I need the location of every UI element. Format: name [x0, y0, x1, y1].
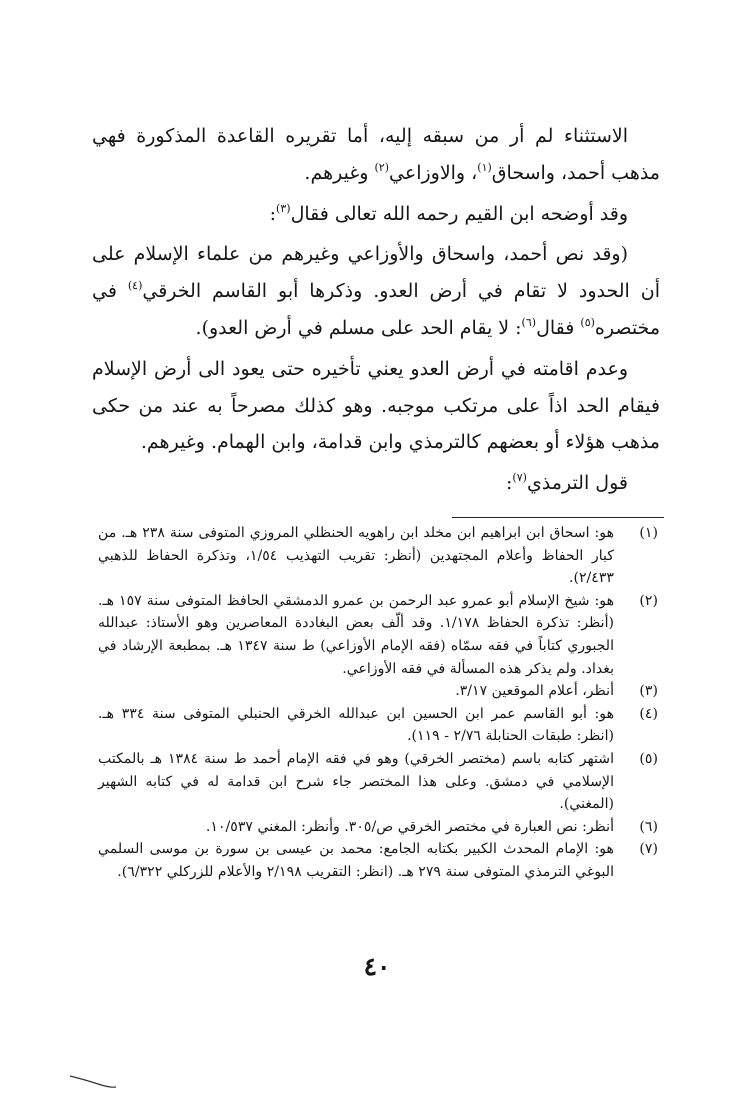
scan-mark — [68, 1070, 118, 1090]
footnote-item — [98, 816, 658, 839]
footnote-number: (٣) — [639, 683, 658, 700]
footnote-reference: (٤) — [127, 279, 143, 293]
text-run: : — [269, 202, 277, 225]
body-paragraph — [92, 236, 660, 346]
text-run: (وقد نص أحمد، واسحاق والأوزاعي وغيرهم من علماء الإسلام على أن الحدود لا تقام في أرض العدو. وذكرها أبو القاسم الخرقي — [92, 243, 660, 303]
footnote-reference: (٥) — [580, 315, 595, 329]
footnote-item — [98, 590, 658, 680]
footnote-text: هو: أبو القاسم عمر ابن الحسين ابن عبدالله الخرقي الحنبلي المتوفى سنة ٣٣٤ هـ. (انظر: طبقات الحنابلة ٢/٧٦ - ١١٩). — [98, 705, 614, 745]
footnote-item — [98, 838, 658, 883]
page-number: ٤٠ — [363, 952, 391, 981]
footnote-item — [98, 680, 658, 703]
footnote-number: (٧) — [639, 841, 658, 858]
footnote-text: هو: الإمام المحدث الكبير بكتابه الجامع: محمد بن عيسى بن سورة بن موسى السلمي البوغي الترمذي المتوفى سنة ٢٧٩ هـ. (انظر: التقريب ٢/١٩٨ والأعلام للزركلي ٦/٣٢٢). — [98, 841, 614, 880]
main-text — [92, 118, 660, 502]
footnote-reference: (٢) — [374, 160, 390, 174]
text-run: في مختصره — [92, 280, 660, 339]
footnote-reference: (٣) — [276, 201, 291, 215]
footnote-reference: (٦) — [521, 315, 537, 329]
body-paragraph — [92, 196, 660, 233]
text-run: ، والاوزاعي — [389, 161, 478, 184]
text-run: وقد أوضحه ابن القيم رحمه الله تعالى فقال — [290, 202, 628, 225]
footnote-item — [98, 522, 658, 590]
footnote-text: اشتهر كتابه باسم (مختصر الخرقي) وهو في فقه الإمام أحمد ط سنة ١٣٨٤ هـ بالمكتب الإسلامي في دمشق. وعلى هذا المختصر جاء شرح ابن قدامة له في كتابه الشهير (المغني). — [98, 750, 614, 813]
text-run: : لا يقام الحد على مسلم في أرض العدو). — [195, 316, 522, 339]
text-run: وغيرهم. — [304, 161, 375, 184]
body-paragraph — [92, 465, 660, 502]
footnote-text: هو: شيخ الإسلام أبو عمرو عبد الرحمن بن عمرو الدمشقي الحافظ المتوفى سنة ١٥٧ هـ. (أنظر: تذكرة الحفاظ ١/١٧٨. وقد ألّف بعض البغاددة المعاصرين وهو الأستاذ: عبدالله الجبوري كتاباً في فقه سمّاه (فقه الإمام الأوزاعي) ط سنة ١٣٤٧ هـ. بمطبعة الإرشاد في بغداد. ولم يذكر هذه المسألة في فقه الأوزاعي. — [98, 592, 615, 677]
footnote-number: (٦) — [639, 818, 658, 835]
footnote-number: (١) — [639, 525, 658, 541]
footnote-reference: (١) — [477, 160, 492, 174]
text-run: فقال — [536, 316, 581, 339]
footnote-text: أنظر: نص العبارة في مختصر الخرقي ص/٣٠٥. وأنظر: المغني ١٠/٥٣٧. — [205, 818, 614, 835]
footnote-item — [98, 703, 658, 748]
footnote-text: أنظر، أعلام الموقعين ٣/١٧. — [455, 683, 614, 700]
body-paragraph — [92, 351, 660, 461]
footnote-text: هو: اسحاق ابن ابراهيم ابن مخلد ابن راهويه الحنظلي المروزي المتوفى سنة ٢٣٨ هـ. من كبار الحفاظ وأعلام المجتهدين (أنظر: تقريب التهذيب ١/٥٤، وتذكرة الحفاظ للذهبي ٢/٤٣٣). — [98, 525, 615, 587]
body-paragraph — [92, 118, 660, 192]
text-run: قول الترمذي — [526, 472, 628, 495]
footnote-separator — [452, 517, 664, 518]
footnote-number: (٤) — [639, 705, 658, 722]
footnote-item — [98, 748, 658, 816]
footnote-number: (٢) — [639, 592, 658, 609]
text-run: الاستثناء لم أر من سبقه إليه، أما تقريره القاعدة المذكورة فهي مذهب أحمد، واسحاق — [92, 125, 660, 184]
footnote-reference: (٧) — [512, 471, 527, 485]
footnote-number: (٥) — [639, 750, 658, 767]
text-run: : — [506, 472, 513, 495]
footnotes — [98, 522, 658, 884]
text-run: وعدم اقامته في أرض العدو يعني تأخيره حتى يعود الى أرض الإسلام فيقام الحد اذاً على مرتكب موجبه. وهو كذلك مصرحاً به عند من حكى مذهب هؤلاء أو بعضهم كالترمذي وابن قدامة، وابن الهمام. وغيرهم. — [92, 357, 660, 454]
